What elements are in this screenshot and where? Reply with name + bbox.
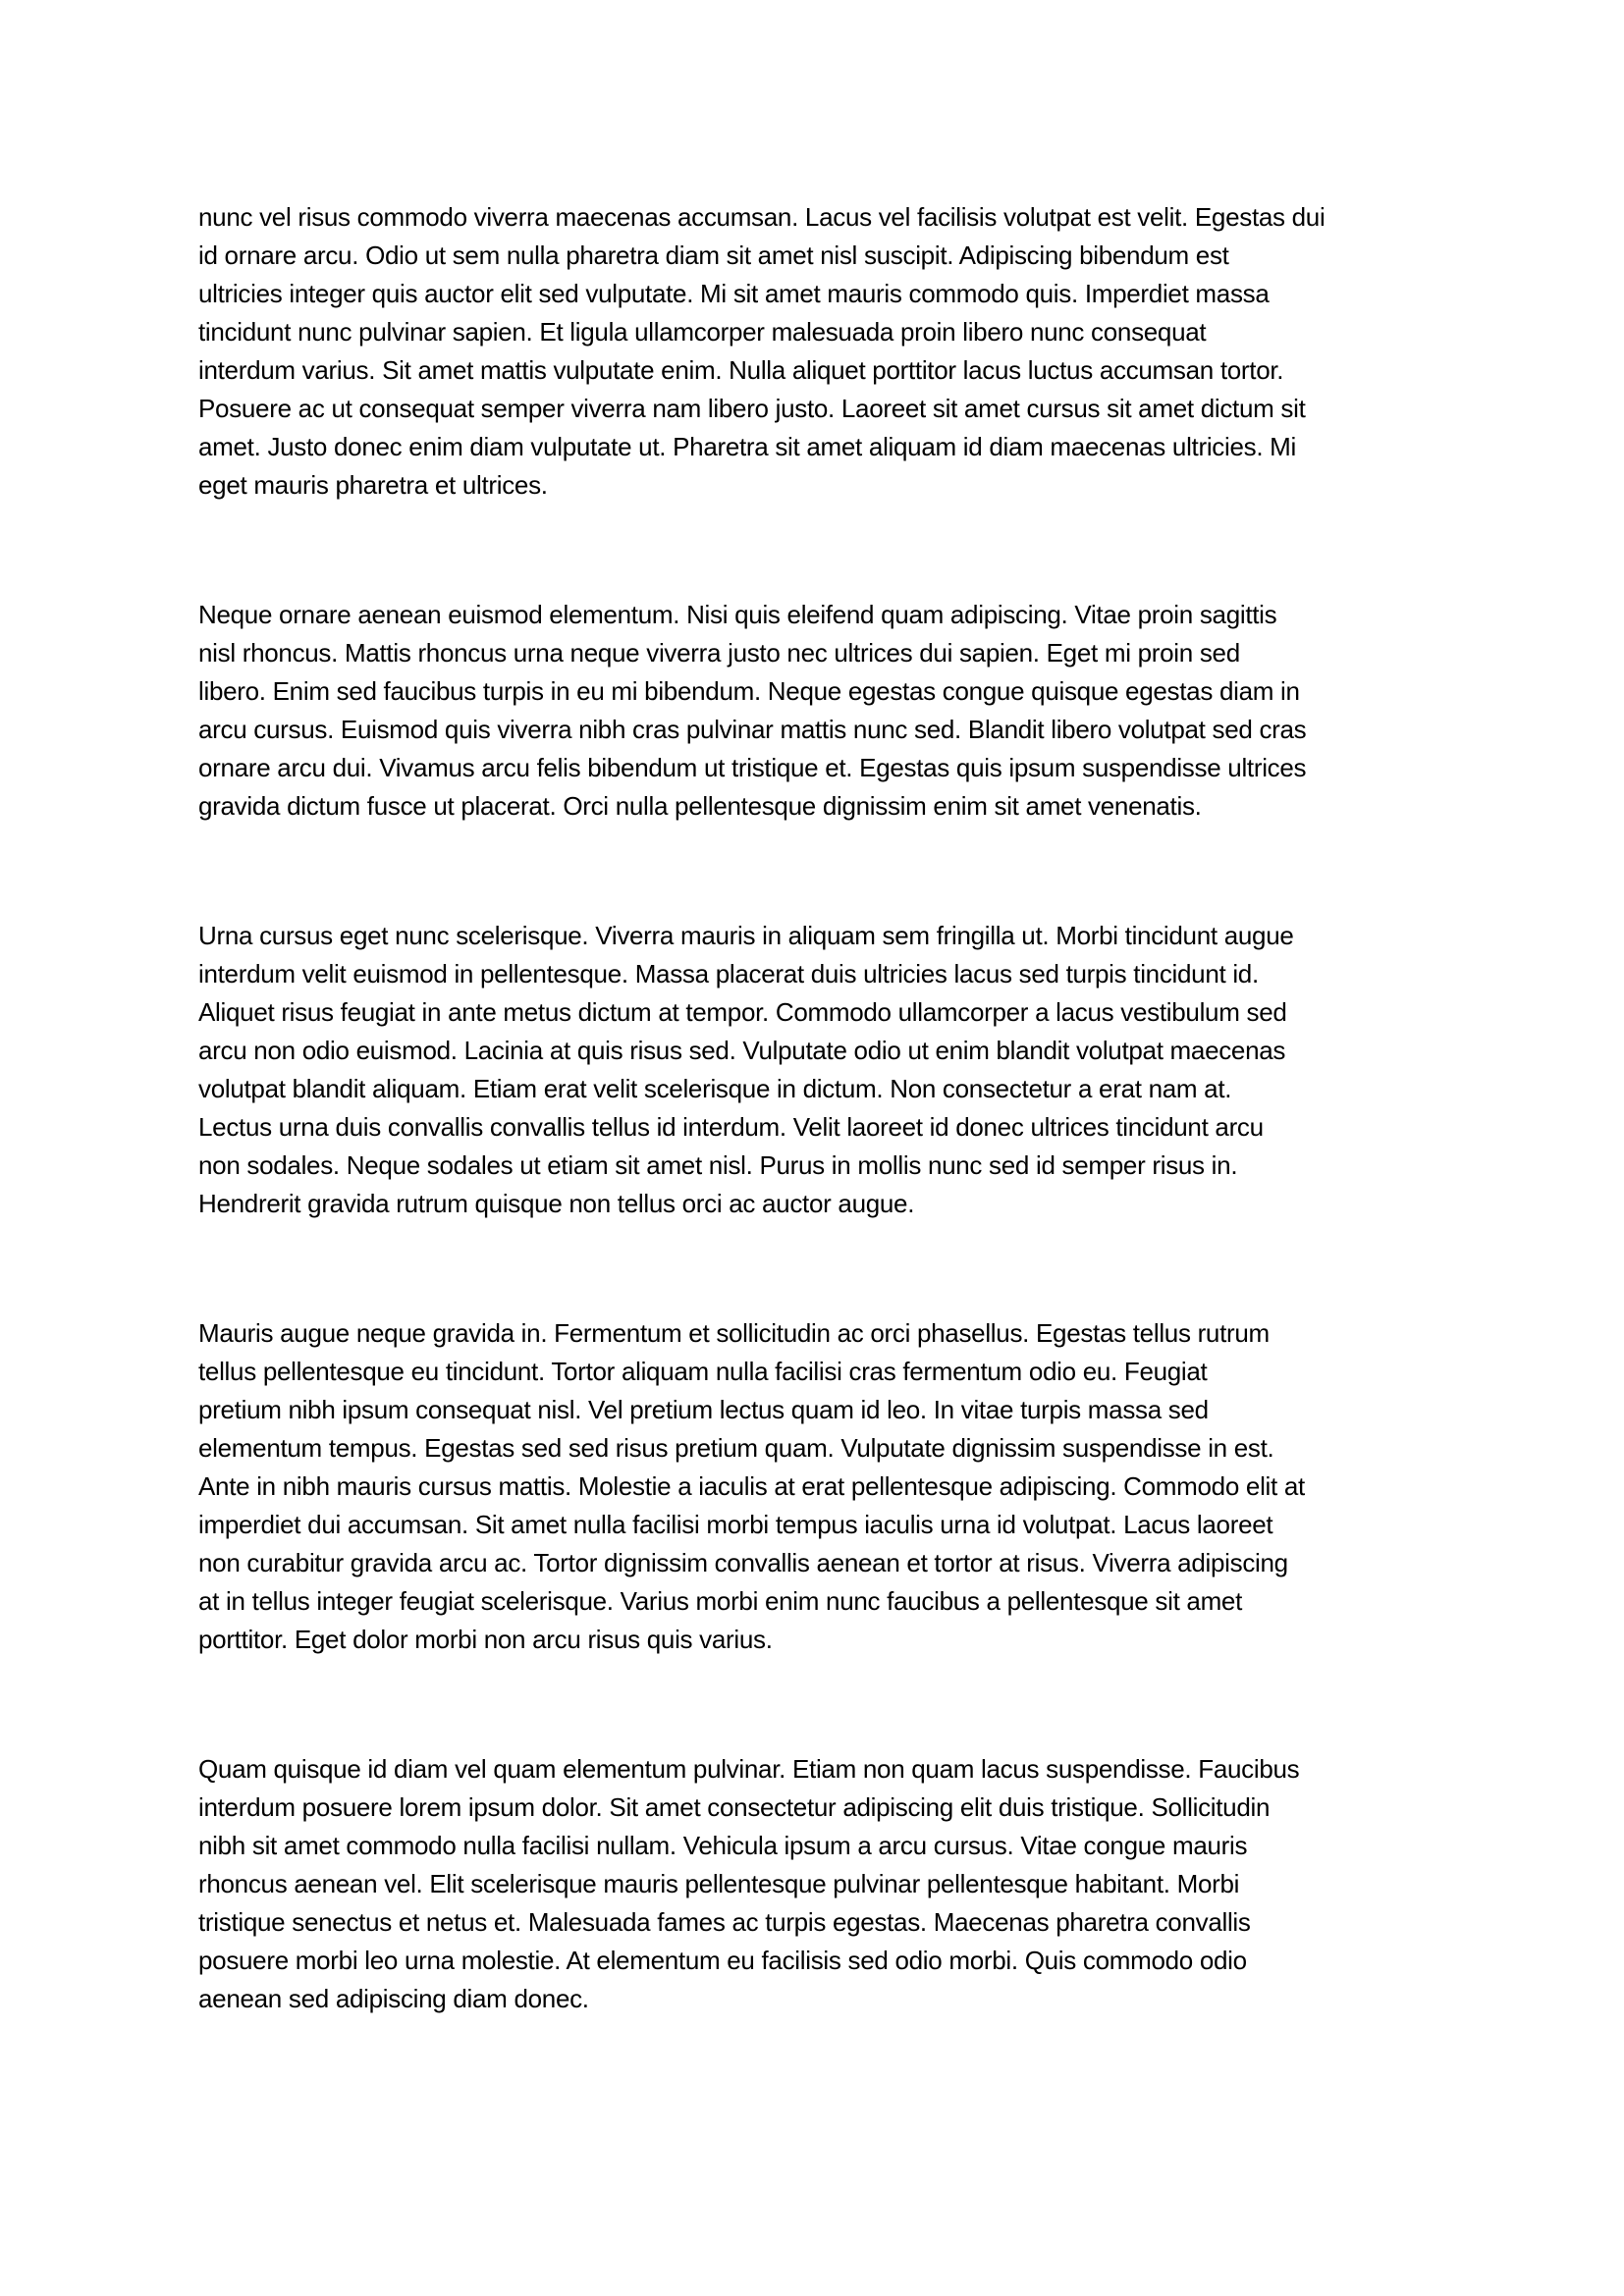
text-line: nisl rhoncus. Mattis rhoncus urna neque viverra justo nec ultrices dui sapien. Eget mi proin sed <box>198 638 1240 667</box>
text-line: Ante in nibh mauris cursus mattis. Molestie a iaculis at erat pellentesque adipiscing. Commodo elit at <box>198 1471 1305 1501</box>
text-line: Mauris augue neque gravida in. Fermentum et sollicitudin ac orci phasellus. Egestas tellus rutrum <box>198 1318 1270 1348</box>
text-line: elementum tempus. Egestas sed sed risus pretium quam. Vulputate dignissim suspendisse in est. <box>198 1433 1274 1463</box>
text-line: Hendrerit gravida rutrum quisque non tellus orci ac auctor augue. <box>198 1189 915 1218</box>
text-line: tincidunt nunc pulvinar sapien. Et ligula ullamcorper malesuada proin libero nunc consequat <box>198 317 1207 347</box>
text-line: aenean sed adipiscing diam donec. <box>198 1984 589 2013</box>
paragraph <box>198 596 1451 826</box>
text-line: Lectus urna duis convallis convallis tellus id interdum. Velit laoreet id donec ultrices tincidunt arcu <box>198 1112 1264 1142</box>
text-line: id ornare arcu. Odio ut sem nulla pharetra diam sit amet nisl suscipit. Adipiscing bibendum est <box>198 240 1229 270</box>
text-line: Aliquet risus feugiat in ante metus dictum at tempor. Commodo ullamcorper a lacus vestibulum sed <box>198 997 1287 1027</box>
text-line: Posuere ac ut consequat semper viverra nam libero justo. Laoreet sit amet cursus sit amet dictum sit <box>198 394 1306 423</box>
text-line: posuere morbi leo urna molestie. At elementum eu facilisis sed odio morbi. Quis commodo odio <box>198 1946 1247 1975</box>
text-line: interdum varius. Sit amet mattis vulputate enim. Nulla aliquet porttitor lacus luctus accumsan tortor. <box>198 355 1284 385</box>
text-line: Neque ornare aenean euismod elementum. Nisi quis eleifend quam adipiscing. Vitae proin sagittis <box>198 600 1277 629</box>
text-line: ornare arcu dui. Vivamus arcu felis bibendum ut tristique et. Egestas quis ipsum suspendisse ultrices <box>198 753 1307 782</box>
text-line: tellus pellentesque eu tincidunt. Tortor aliquam nulla facilisi cras fermentum odio eu. Feugiat <box>198 1357 1208 1386</box>
text-line: interdum posuere lorem ipsum dolor. Sit amet consectetur adipiscing elit duis tristique. Sollicitudin <box>198 1792 1271 1822</box>
text-line: volutpat blandit aliquam. Etiam erat velit scelerisque in dictum. Non consectetur a erat nam at. <box>198 1074 1232 1103</box>
text-line: libero. Enim sed faucibus turpis in eu mi bibendum. Neque egestas congue quisque egestas diam in <box>198 676 1300 706</box>
text-line: at in tellus integer feugiat scelerisque. Varius morbi enim nunc faucibus a pellentesque sit amet <box>198 1586 1243 1616</box>
text-line: eget mauris pharetra et ultrices. <box>198 470 548 500</box>
paragraph <box>198 1750 1451 2018</box>
text-line: nunc vel risus commodo viverra maecenas accumsan. Lacus vel facilisis volutpat est velit. Egestas dui <box>198 202 1326 232</box>
text-line: Urna cursus eget nunc scelerisque. Viverra mauris in aliquam sem fringilla ut. Morbi tincidunt augue <box>198 921 1294 950</box>
text-line: tristique senectus et netus et. Malesuada fames ac turpis egestas. Maecenas pharetra convallis <box>198 1907 1251 1937</box>
text-line: gravida dictum fusce ut placerat. Orci nulla pellentesque dignissim enim sit amet venenatis. <box>198 791 1202 821</box>
text-line: non curabitur gravida arcu ac. Tortor dignissim convallis aenean et tortor at risus. Viverra adipiscing <box>198 1548 1288 1577</box>
text-line: interdum velit euismod in pellentesque. Massa placerat duis ultricies lacus sed turpis tincidunt id. <box>198 959 1259 988</box>
text-line: Quam quisque id diam vel quam elementum pulvinar. Etiam non quam lacus suspendisse. Faucibus <box>198 1754 1300 1784</box>
text-line: rhoncus aenean vel. Elit scelerisque mauris pellentesque pulvinar pellentesque habitant. Morbi <box>198 1869 1240 1898</box>
text-line: amet. Justo donec enim diam vulputate ut. Pharetra sit amet aliquam id diam maecenas ultricies. Mi <box>198 432 1297 461</box>
text-line: non sodales. Neque sodales ut etiam sit amet nisl. Purus in mollis nunc sed id semper risus in. <box>198 1150 1238 1180</box>
text-line: nibh sit amet commodo nulla facilisi nullam. Vehicula ipsum a arcu cursus. Vitae congue mauris <box>198 1831 1248 1860</box>
document-text <box>198 198 1451 2018</box>
paragraph <box>198 1314 1451 1659</box>
paragraph <box>198 198 1451 505</box>
text-line: ultricies integer quis auctor elit sed vulputate. Mi sit amet mauris commodo quis. Imperdiet massa <box>198 279 1270 308</box>
text-line: arcu non odio euismod. Lacinia at quis risus sed. Vulputate odio ut enim blandit volutpat maecenas <box>198 1036 1286 1065</box>
paragraph <box>198 917 1451 1223</box>
text-line: pretium nibh ipsum consequat nisl. Vel pretium lectus quam id leo. In vitae turpis massa sed <box>198 1395 1209 1424</box>
text-line: imperdiet dui accumsan. Sit amet nulla facilisi morbi tempus iaculis urna id volutpat. Lacus laoreet <box>198 1510 1273 1539</box>
text-line: arcu cursus. Euismod quis viverra nibh cras pulvinar mattis nunc sed. Blandit libero volutpat sed cras <box>198 715 1307 744</box>
text-line: porttitor. Eget dolor morbi non arcu risus quis varius. <box>198 1625 773 1654</box>
